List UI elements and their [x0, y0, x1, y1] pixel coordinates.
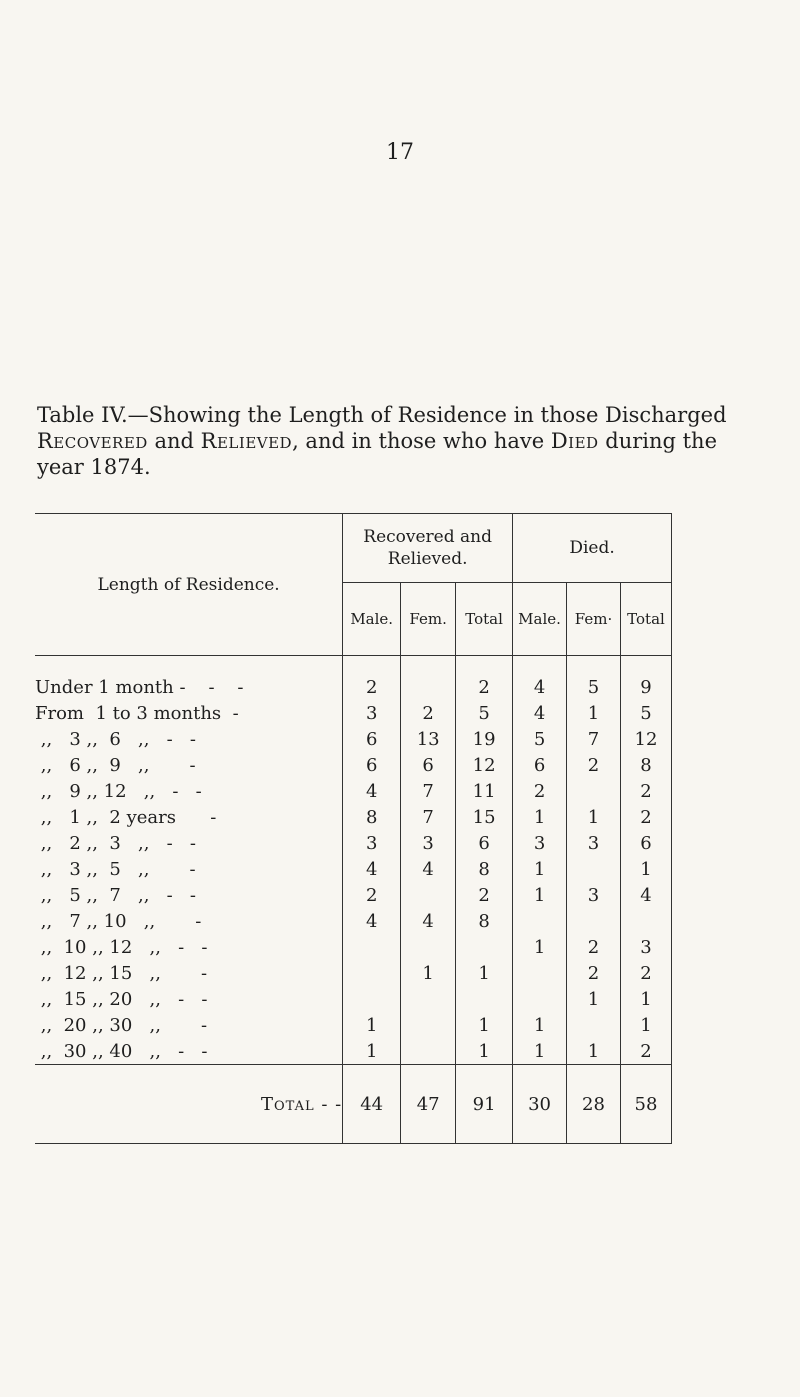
row-label: Under 1 month - - -	[35, 674, 343, 700]
total-rr-total: 91	[456, 1065, 513, 1144]
total-label: Total - -	[35, 1065, 343, 1144]
page-number: 17	[386, 140, 414, 165]
cell-d-total: 1	[620, 1012, 671, 1038]
caption-tail: during the year 1874.	[37, 429, 718, 479]
cell-rr-fem: 6	[401, 752, 456, 778]
cell-rr-fem: 4	[401, 856, 456, 882]
total-d-fem: 28	[567, 1065, 621, 1144]
cell-rr-total: 8	[456, 856, 513, 882]
caption-and: and	[147, 429, 201, 453]
cell-rr-male: 2	[343, 674, 401, 700]
cell-rr-male: 1	[343, 1038, 401, 1065]
row-label: From 1 to 3 months -	[35, 700, 343, 726]
table-row	[35, 726, 672, 752]
row-label: ,, 1 ,, 2 years -	[35, 804, 343, 830]
cell-d-fem: 7	[567, 726, 621, 752]
cell-rr-total: 1	[456, 960, 513, 986]
caption-lead: Table IV.—Showing the Length of Residence in those Discharged	[37, 403, 727, 427]
cell-d-male: 1	[513, 804, 567, 830]
cell-rr-total	[456, 986, 513, 1012]
header-died-male: Male.	[513, 583, 567, 656]
table-row	[35, 882, 672, 908]
cell-d-male: 4	[513, 674, 567, 700]
cell-d-total: 9	[620, 674, 671, 700]
row-label: ,, 7 ,, 10 ,, -	[35, 908, 343, 934]
cell-rr-fem: 4	[401, 908, 456, 934]
cell-rr-male: 2	[343, 882, 401, 908]
header-died-total: Total	[620, 583, 671, 656]
cell-d-fem	[567, 1012, 621, 1038]
cell-rr-fem: 1	[401, 960, 456, 986]
table-row	[35, 752, 672, 778]
cell-d-fem: 1	[567, 986, 621, 1012]
cell-rr-fem	[401, 1038, 456, 1065]
cell-rr-male: 4	[343, 908, 401, 934]
cell-rr-total: 6	[456, 830, 513, 856]
table-row	[35, 674, 672, 700]
cell-d-male: 3	[513, 830, 567, 856]
table-row	[35, 1038, 672, 1065]
cell-d-male: 1	[513, 934, 567, 960]
cell-rr-male: 3	[343, 700, 401, 726]
cell-d-total: 2	[620, 1038, 671, 1065]
row-label: ,, 6 ,, 9 ,, -	[35, 752, 343, 778]
cell-rr-total: 1	[456, 1038, 513, 1065]
table-row	[35, 804, 672, 830]
header-recovered-relieved: Recovered and Relieved.	[343, 514, 513, 583]
cell-rr-male	[343, 934, 401, 960]
cell-rr-male: 3	[343, 830, 401, 856]
cell-d-total: 2	[620, 960, 671, 986]
caption-died: Died	[550, 429, 599, 453]
cell-d-fem: 5	[567, 674, 621, 700]
row-label: ,, 5 ,, 7 ,, - -	[35, 882, 343, 908]
table-caption	[37, 402, 767, 480]
cell-d-fem	[567, 778, 621, 804]
cell-d-total	[620, 908, 671, 934]
header-died: Died.	[513, 514, 672, 583]
row-label: ,, 12 ,, 15 ,, -	[35, 960, 343, 986]
cell-d-male: 5	[513, 726, 567, 752]
cell-rr-fem	[401, 674, 456, 700]
total-rr-fem: 47	[401, 1065, 456, 1144]
cell-d-male: 1	[513, 1038, 567, 1065]
cell-d-male: 2	[513, 778, 567, 804]
row-label: ,, 10 ,, 12 ,, - -	[35, 934, 343, 960]
cell-rr-male	[343, 986, 401, 1012]
cell-d-fem: 3	[567, 882, 621, 908]
cell-d-total: 6	[620, 830, 671, 856]
row-label: ,, 15 ,, 20 ,, - -	[35, 986, 343, 1012]
cell-rr-fem	[401, 882, 456, 908]
cell-d-total: 4	[620, 882, 671, 908]
cell-d-fem: 1	[567, 1038, 621, 1065]
row-label: ,, 9 ,, 12 ,, - -	[35, 778, 343, 804]
cell-d-total: 8	[620, 752, 671, 778]
cell-rr-male: 4	[343, 778, 401, 804]
cell-rr-total: 2	[456, 882, 513, 908]
table-row	[35, 1012, 672, 1038]
total-row	[35, 1065, 672, 1144]
cell-rr-total: 19	[456, 726, 513, 752]
cell-rr-fem: 7	[401, 778, 456, 804]
cell-rr-fem: 3	[401, 830, 456, 856]
cell-d-fem: 2	[567, 752, 621, 778]
header-died-fem: Fem·	[567, 583, 621, 656]
cell-rr-total: 8	[456, 908, 513, 934]
table-row	[35, 908, 672, 934]
header-rr-male: Male.	[343, 583, 401, 656]
cell-d-total: 1	[620, 856, 671, 882]
cell-d-male: 1	[513, 882, 567, 908]
cell-d-fem: 3	[567, 830, 621, 856]
row-label: ,, 20 ,, 30 ,, -	[35, 1012, 343, 1038]
cell-d-male: 6	[513, 752, 567, 778]
cell-rr-fem	[401, 986, 456, 1012]
table-row	[35, 960, 672, 986]
cell-rr-total	[456, 934, 513, 960]
cell-d-total: 5	[620, 700, 671, 726]
cell-rr-fem	[401, 934, 456, 960]
row-label: ,, 3 ,, 6 ,, - -	[35, 726, 343, 752]
cell-d-total: 12	[620, 726, 671, 752]
header-rr-fem: Fem.	[401, 583, 456, 656]
cell-d-fem: 2	[567, 934, 621, 960]
row-label: ,, 30 ,, 40 ,, - -	[35, 1038, 343, 1065]
cell-rr-male: 6	[343, 726, 401, 752]
caption-middle: , and in those who have	[292, 429, 551, 453]
cell-d-male: 1	[513, 856, 567, 882]
cell-d-total: 2	[620, 778, 671, 804]
cell-rr-male: 8	[343, 804, 401, 830]
cell-rr-total: 12	[456, 752, 513, 778]
caption-recovered: Recovered	[37, 429, 148, 453]
caption-relieved: Relieved	[200, 429, 293, 453]
table-row	[35, 856, 672, 882]
table-row	[35, 830, 672, 856]
cell-d-total: 2	[620, 804, 671, 830]
residence-table	[35, 513, 672, 1144]
table-row	[35, 778, 672, 804]
cell-d-fem	[567, 856, 621, 882]
table-row	[35, 700, 672, 726]
cell-d-fem: 1	[567, 700, 621, 726]
header-rr-total: Total	[456, 583, 513, 656]
cell-d-male	[513, 986, 567, 1012]
cell-d-total: 1	[620, 986, 671, 1012]
total-rr-male: 44	[343, 1065, 401, 1144]
cell-rr-fem: 7	[401, 804, 456, 830]
cell-rr-fem: 13	[401, 726, 456, 752]
cell-d-fem: 2	[567, 960, 621, 986]
row-label: ,, 3 ,, 5 ,, -	[35, 856, 343, 882]
cell-rr-total: 15	[456, 804, 513, 830]
cell-rr-total: 5	[456, 700, 513, 726]
table-row	[35, 986, 672, 1012]
cell-rr-total: 2	[456, 674, 513, 700]
row-label: ,, 2 ,, 3 ,, - -	[35, 830, 343, 856]
cell-rr-male: 4	[343, 856, 401, 882]
cell-rr-male: 1	[343, 1012, 401, 1038]
cell-rr-male: 6	[343, 752, 401, 778]
cell-d-male	[513, 908, 567, 934]
header-length-of-residence: Length of Residence.	[35, 514, 343, 656]
cell-d-male	[513, 960, 567, 986]
cell-rr-male	[343, 960, 401, 986]
total-d-male: 30	[513, 1065, 567, 1144]
cell-rr-fem: 2	[401, 700, 456, 726]
cell-d-total: 3	[620, 934, 671, 960]
cell-rr-total: 11	[456, 778, 513, 804]
table-row	[35, 934, 672, 960]
cell-d-male: 1	[513, 1012, 567, 1038]
cell-d-male: 4	[513, 700, 567, 726]
cell-d-fem	[567, 908, 621, 934]
cell-rr-fem	[401, 1012, 456, 1038]
total-d-total: 58	[620, 1065, 671, 1144]
cell-d-fem: 1	[567, 804, 621, 830]
cell-rr-total: 1	[456, 1012, 513, 1038]
